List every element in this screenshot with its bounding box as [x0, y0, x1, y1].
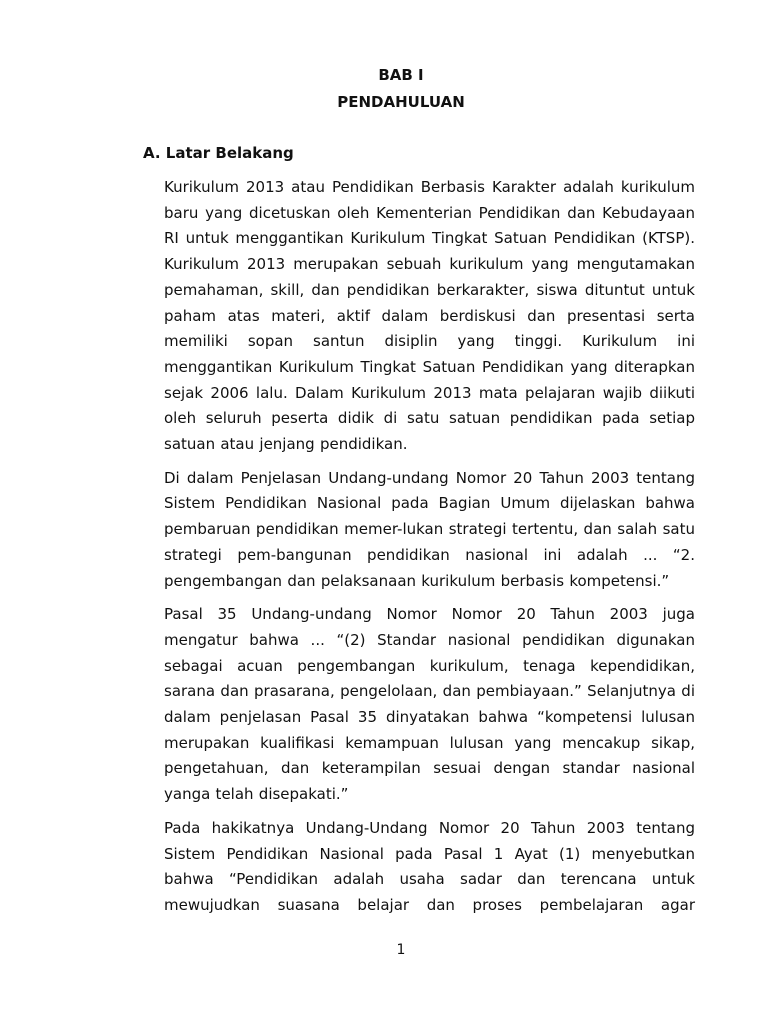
- paragraph-1: Kurikulum 2013 atau Pendidikan Berbasis Karakter adalah kurikulum baru yang dicetuskan oleh Kementerian Pendidikan dan Kebudayaan RI untuk menggantikan Kurikulum Tingkat Satuan Pendidikan (KTSP). Kurikulum 2013 merupakan sebuah kurikulum yang mengutamakan pemahaman, skill, dan pendidikan berkarakter, siswa dituntut untuk paham atas materi, aktif dalam berdiskusi dan presentasi serta memiliki sopan santun disiplin yang tinggi. Kurikulum ini menggantikan Kurikulum Tingkat Satuan Pendidikan yang diterapkan sejak 2006 lalu. Dalam Kurikulum 2013 mata pelajaran wajib diikuti oleh seluruh peserta didik di satu satuan pendidikan pada setiap satuan atau jenjang pendidikan.: [164, 178, 695, 454]
- paragraph-3: Pasal 35 Undang-undang Nomor Nomor 20 Tahun 2003 juga mengatur bahwa ... “(2) Standar nasional pendidikan digunakan sebagai acuan pengembangan kurikulum, tenaga kependidikan, sarana dan prasarana, pengelolaan, dan pembiayaan.” Selanjutnya di dalam penjelasan Pasal 35 dinyatakan bahwa “kompetensi lulusan merupakan kualifikasi kemampuan lulusan yang mencakup sikap, pengetahuan, dan keterampilan sesuai dengan standar nasional yanga telah disepakati.”: [164, 605, 695, 804]
- section-heading: A. Latar Belakang: [143, 144, 294, 162]
- chapter-title: PENDAHULUAN: [337, 93, 465, 111]
- paragraph-4: Pada hakikatnya Undang-Undang Nomor 20 Tahun 2003 tentang Sistem Pendidikan Nasional pada Pasal 1 Ayat (1) menyebutkan bahwa “Pendidikan adalah usaha sadar dan terencana untuk mewujudkan suasana belajar dan proses pembelajaran agar: [164, 818, 695, 914]
- paragraph-2: Di dalam Penjelasan Undang-undang Nomor 20 Tahun 2003 tentang Sistem Pendidikan Nasional pada Bagian Umum dijelaskan bahwa pembaruan pendidikan memer-lukan strategi tertentu, dan salah satu strategi pem-bangunan pendidikan nasional ini adalah ... “2. pengembangan dan pelaksanaan kurikulum berbasis kompetensi.”: [164, 468, 695, 590]
- page-number: 1: [396, 942, 406, 958]
- chapter-number: BAB I: [378, 66, 424, 84]
- document-body: [164, 175, 695, 927]
